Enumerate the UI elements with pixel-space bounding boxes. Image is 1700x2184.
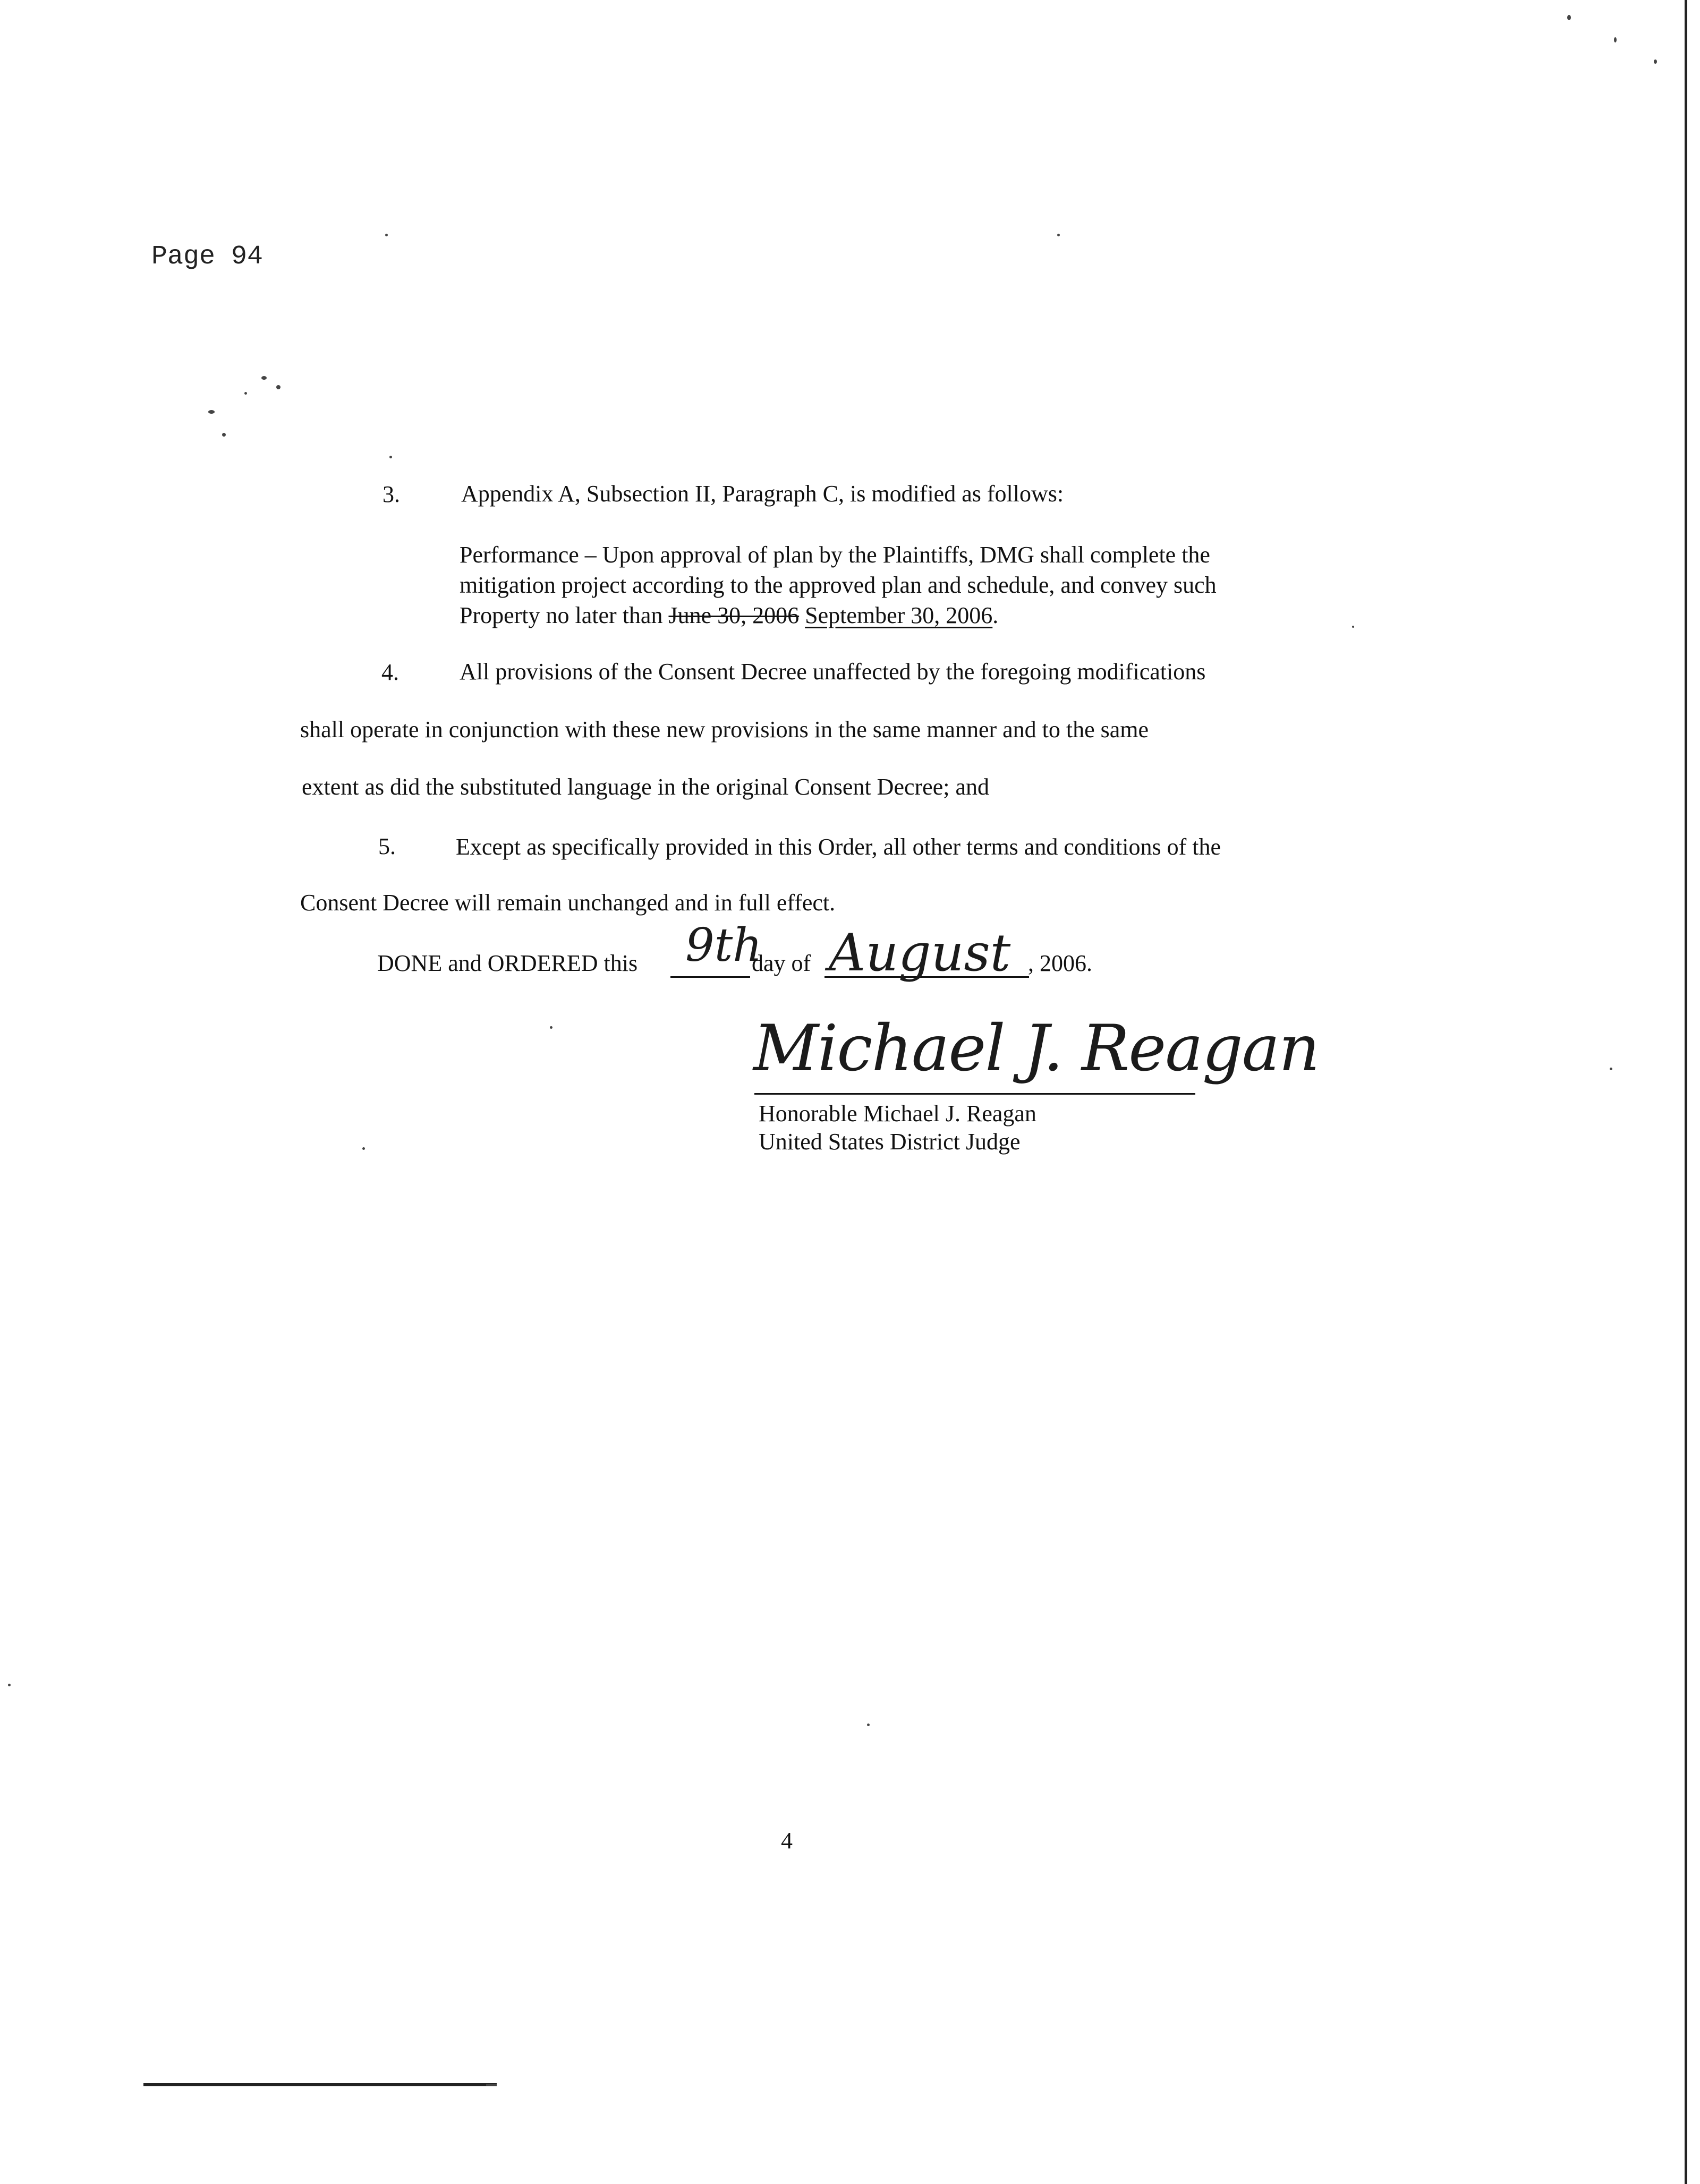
scan-speck	[362, 1147, 365, 1150]
scan-speck	[276, 385, 280, 389]
page-header: Page 94	[151, 242, 264, 272]
paragraph-5-line-1: Except as specifically provided in this Order, all other terms and conditions of the	[456, 834, 1221, 860]
handwritten-month: August	[829, 923, 1011, 983]
scan-speck	[867, 1724, 870, 1726]
judge-title: United States District Judge	[759, 1129, 1021, 1155]
handwritten-day: 9th	[685, 919, 762, 972]
scan-speck	[385, 234, 388, 236]
struck-date: June 30, 2006	[668, 602, 800, 628]
scan-speck	[1057, 234, 1060, 236]
order-prefix: DONE and ORDERED this	[377, 950, 638, 976]
footnote-separator-tail	[486, 2084, 497, 2086]
scan-speck	[1654, 59, 1657, 64]
signature-line	[754, 1093, 1195, 1095]
page-number: 4	[781, 1828, 793, 1854]
handwritten-signature: Michael J. Reagan	[753, 1012, 1319, 1086]
scan-speck	[1610, 1068, 1612, 1070]
scan-speck	[1352, 626, 1354, 628]
order-middle: day of	[752, 950, 811, 976]
footnote-separator	[143, 2083, 497, 2086]
scan-speck	[208, 410, 215, 414]
order-suffix: , 2006.	[1028, 950, 1092, 976]
quote-line-2: mitigation project according to the approved plan and schedule, and convey such	[460, 572, 1217, 598]
scan-speck	[550, 1026, 552, 1029]
page-edge-rule	[1685, 0, 1687, 2184]
quote-line-3	[460, 604, 998, 627]
scan-speck	[261, 376, 267, 380]
paragraph-4-line-3: extent as did the substituted language in the original Consent Decree; and	[302, 774, 989, 800]
scan-speck	[1614, 37, 1617, 42]
scan-speck	[389, 456, 392, 458]
new-date: September 30, 2006	[805, 602, 993, 628]
quote-line-1: Performance – Upon approval of plan by the Plaintiffs, DMG shall complete the	[460, 542, 1210, 568]
paragraph-3-heading: Appendix A, Subsection II, Paragraph C, is modified as follows:	[461, 481, 1064, 507]
paragraph-5-number: 5.	[378, 833, 396, 859]
day-blank-line	[670, 976, 750, 978]
paragraph-3-number: 3.	[382, 481, 400, 507]
paragraph-4-line-2: shall operate in conjunction with these new provisions in the same manner and to the same	[300, 716, 1149, 743]
judge-name: Honorable Michael J. Reagan	[759, 1100, 1036, 1127]
scan-speck	[244, 392, 247, 395]
scan-speck	[222, 433, 226, 437]
paragraph-4-number: 4.	[381, 659, 399, 685]
quote-line-3-prefix: Property no later than	[460, 602, 669, 628]
paragraph-5-line-2: Consent Decree will remain unchanged and in full effect.	[300, 890, 836, 916]
scan-speck	[8, 1684, 11, 1686]
paragraph-4-line-1: All provisions of the Consent Decree unaffected by the foregoing modifications	[460, 659, 1206, 685]
quote-line-3-suffix: .	[992, 602, 999, 628]
scan-speck	[1567, 15, 1571, 20]
